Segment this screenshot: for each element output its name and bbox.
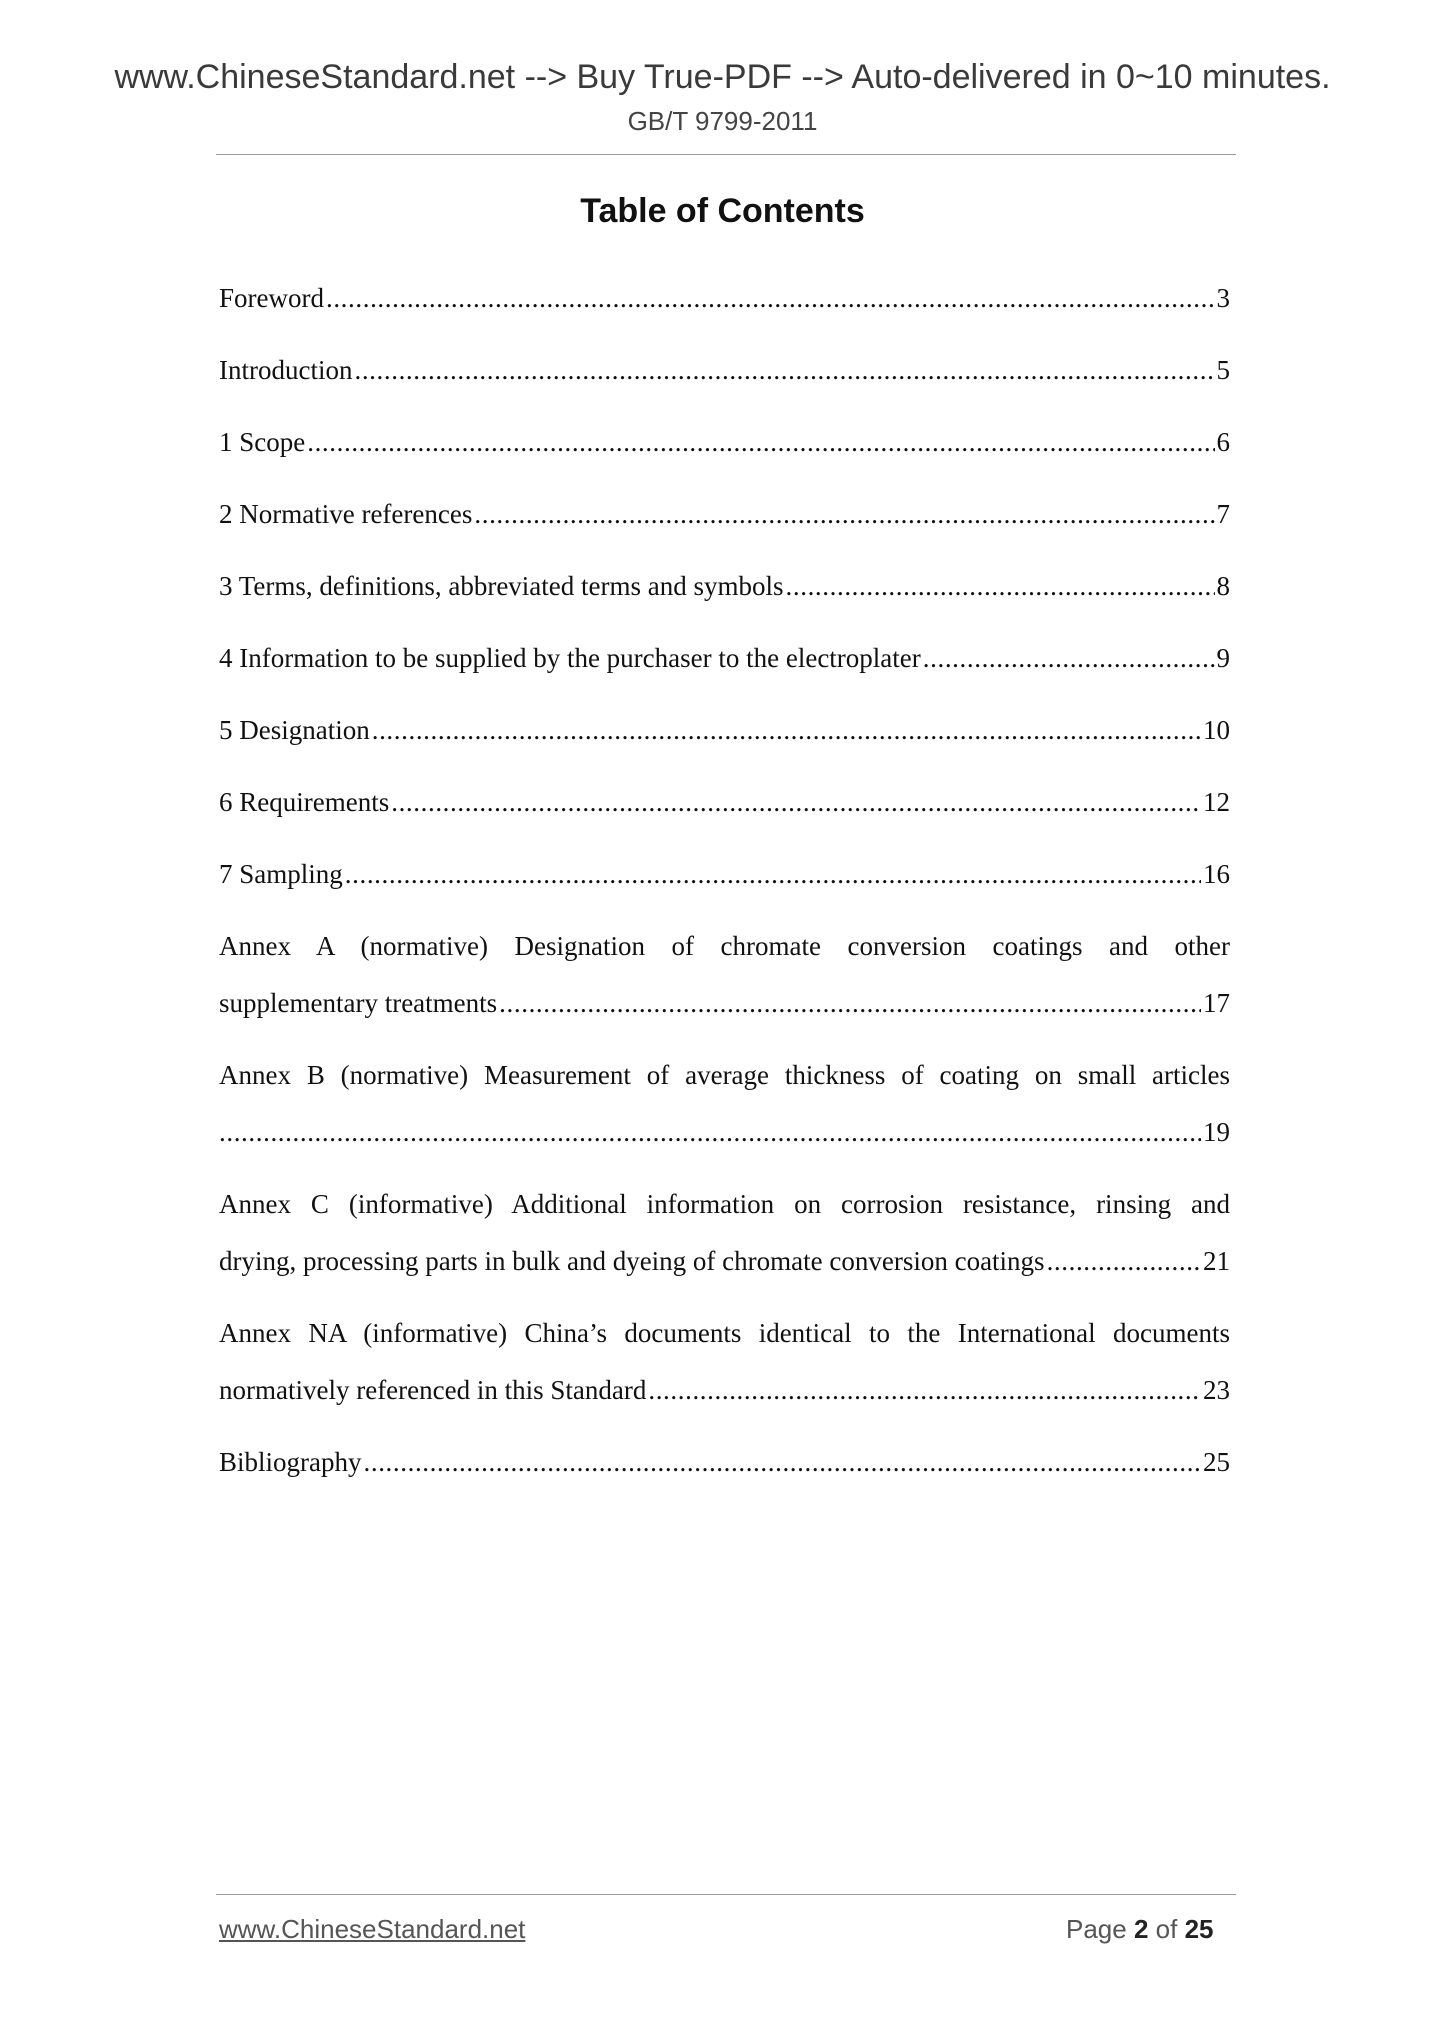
page-indicator: [1066, 1914, 1214, 1945]
toc-entry-page: 23: [1203, 1375, 1230, 1405]
toc-entry-bibliography[interactable]: [219, 1434, 1230, 1491]
page-title: Table of Contents: [580, 192, 865, 230]
toc-entry-annex-b[interactable]: [219, 1047, 1230, 1161]
toc-entry-annex-c[interactable]: [219, 1176, 1230, 1290]
toc-entry-title: 6 Requirements: [219, 787, 390, 817]
toc-entry-page: 8: [1216, 571, 1230, 601]
footer-divider: [216, 1894, 1236, 1895]
toc-entry-page: 9: [1216, 643, 1230, 673]
toc-entry-title: 4 Information to be supplied by the purchaser to the electroplater: [219, 643, 921, 673]
toc-entry-title: 2 Normative references: [219, 499, 473, 529]
dot-leader: [474, 486, 1214, 543]
dot-leader: [326, 270, 1215, 327]
toc-entry-foreword[interactable]: [219, 270, 1230, 327]
table-of-contents: [219, 270, 1230, 1506]
toc-entry-title-line1: Annex A (normative) Designation of chromate conversion coatings and other: [219, 931, 1230, 961]
toc-entry-title: normatively referenced in this Standard: [219, 1375, 647, 1405]
header-divider: [216, 154, 1236, 155]
page-of: of: [1155, 1914, 1178, 1944]
toc-entry-page: 3: [1216, 283, 1230, 313]
toc-entry-title: Foreword: [219, 283, 324, 313]
toc-entry-designation[interactable]: [219, 702, 1230, 759]
page-label: Page: [1066, 1914, 1127, 1944]
dot-leader: [1047, 1233, 1201, 1290]
page-total: 25: [1184, 1914, 1214, 1944]
toc-entry-page: 19: [1203, 1117, 1230, 1147]
toc-entry-annex-a[interactable]: [219, 918, 1230, 1032]
toc-entry-scope[interactable]: [219, 414, 1230, 471]
dot-leader: [354, 342, 1214, 399]
dot-leader: [345, 846, 1201, 903]
toc-entry-title: supplementary treatments: [219, 988, 498, 1018]
toc-entry-terms-definitions[interactable]: [219, 558, 1230, 615]
dot-leader: [648, 1362, 1201, 1419]
toc-entry-title: Bibliography: [219, 1447, 362, 1477]
toc-entry-title: 7 Sampling: [219, 859, 343, 889]
dot-leader: [499, 975, 1201, 1032]
header-banner: www.ChineseStandard.net --> Buy True-PDF --> Auto-delivered in 0~10 minutes.: [114, 58, 1331, 96]
toc-entry-page: 25: [1203, 1447, 1230, 1477]
toc-entry-title-line1: Annex NA (informative) China’s documents identical to the International documents: [219, 1318, 1230, 1348]
toc-entry-page: 5: [1216, 355, 1230, 385]
standard-code: GB/T 9799-2011: [627, 106, 818, 136]
dot-leader: [923, 630, 1215, 687]
toc-entry-page: 7: [1216, 499, 1230, 529]
toc-entry-page: 10: [1203, 715, 1230, 745]
toc-entry-requirements[interactable]: [219, 774, 1230, 831]
toc-entry-page: 17: [1203, 988, 1230, 1018]
toc-entry-introduction[interactable]: [219, 342, 1230, 399]
toc-entry-normative-references[interactable]: [219, 486, 1230, 543]
toc-entry-page: 12: [1203, 787, 1230, 817]
page-current: 2: [1133, 1914, 1149, 1944]
toc-entry-title: drying, processing parts in bulk and dyeing of chromate conversion coatings: [219, 1246, 1045, 1276]
dot-leader: [364, 1434, 1202, 1491]
toc-entry-title: 5 Designation: [219, 715, 370, 745]
toc-entry-title-line1: Annex C (informative) Additional information on corrosion resistance, rinsing and: [219, 1189, 1230, 1219]
toc-entry-page: 21: [1203, 1246, 1230, 1276]
toc-entry-sampling[interactable]: [219, 846, 1230, 903]
toc-entry-title-line1: Annex B (normative) Measurement of average thickness of coating on small articles: [219, 1060, 1230, 1090]
footer-site-link[interactable]: www.ChineseStandard.net: [219, 1914, 526, 1944]
dot-leader: [307, 414, 1214, 471]
dot-leader: [391, 774, 1201, 831]
toc-entry-page: 6: [1216, 427, 1230, 457]
dot-leader: [372, 702, 1201, 759]
toc-entry-information-supplied[interactable]: [219, 630, 1230, 687]
toc-entry-page: 16: [1203, 859, 1230, 889]
toc-entry-title: Introduction: [219, 355, 353, 385]
toc-entry-title: 1 Scope: [219, 427, 306, 457]
dot-leader: [219, 1104, 1201, 1161]
toc-entry-title: 3 Terms, definitions, abbreviated terms and symbols: [219, 571, 784, 601]
dot-leader: [786, 558, 1215, 615]
toc-entry-annex-na[interactable]: [219, 1305, 1230, 1419]
